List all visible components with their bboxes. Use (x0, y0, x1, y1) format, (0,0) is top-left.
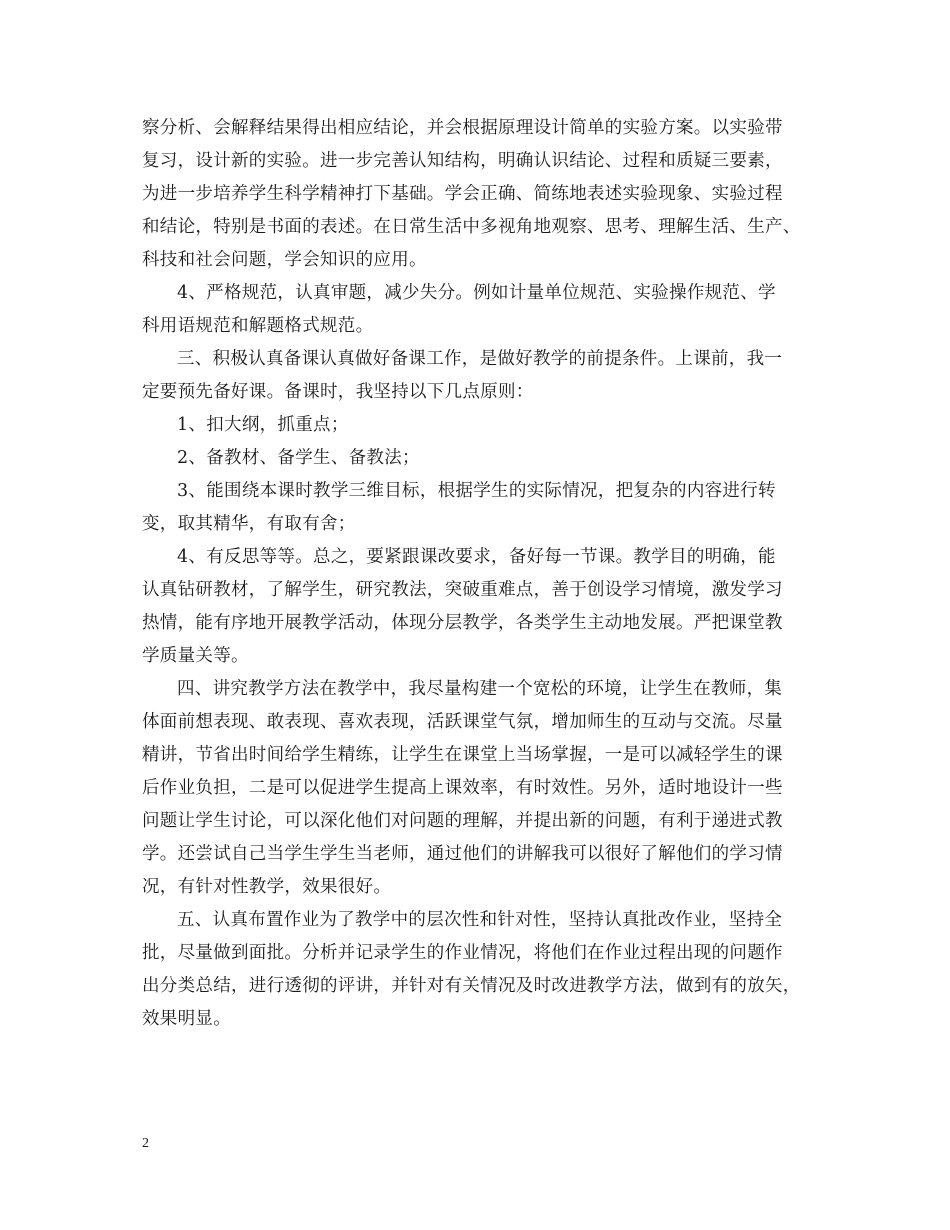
text-line: 和结论，特别是书面的表述。在日常生活中多视角地观察、思考、理解生活、生产、 (142, 217, 801, 237)
text-line: 效果明显。 (142, 1009, 231, 1029)
text-line: 批，尽量做到面批。分析并记录学生的作业情况，将他们在作业过程出现的问题作 (142, 943, 783, 963)
text-line: 科技和社会问题，学会知识的应用。 (142, 250, 427, 270)
text-line: 科用语规范和解题格式规范。 (142, 316, 374, 336)
text-line: 问题让学生讨论，可以深化他们对问题的理解，并提出新的问题，有利于递进式教 (142, 811, 783, 831)
text-line: 五、认真布置作业为了教学中的层次性和针对性，坚持认真批改作业，坚持全 (177, 910, 783, 930)
text-line: 学。还尝试自己当学生学生当老师，通过他们的讲解我可以很好了解他们的学习情 (142, 844, 783, 864)
text-line: 4、严格规范，认真审题，减少失分。例如计量单位规范、实验操作规范、学 (177, 283, 776, 303)
text-line: 复习，设计新的实验。进一步完善认知结构，明确认识结论、过程和质疑三要素， (142, 151, 783, 171)
text-line: 后作业负担，二是可以促进学生提高上课效率，有时效性。另外，适时地设计一些 (142, 778, 783, 798)
text-line: 精讲，节省出时间给学生精练，让学生在课堂上当场掌握，一是可以减轻学生的课 (142, 745, 783, 765)
text-line: 热情，能有序地开展教学活动，体现分层教学，各类学生主动地发展。严把课堂教 (142, 613, 783, 633)
text-line: 3、能围绕本课时教学三维目标，根据学生的实际情况，把复杂的内容进行转 (177, 481, 776, 501)
text-line: 况，有针对性教学，效果很好。 (142, 877, 392, 897)
body-text (142, 112, 822, 1036)
text-line: 四、讲究教学方法在教学中，我尽量构建一个宽松的环境，让学生在教师，集 (177, 679, 783, 699)
text-line: 察分析、会解释结果得出相应结论，并会根据原理设计简单的实验方案。以实验带 (142, 118, 783, 138)
text-line: 2、备教材、备学生、备教法； (177, 448, 420, 468)
text-line: 4、有反思等等。总之，要紧跟课改要求，备好每一节课。教学目的明确，能 (177, 547, 776, 567)
text-line: 变，取其精华，有取有舍； (142, 514, 356, 534)
text-line: 体面前想表现、敢表现、喜欢表现，活跃课堂气氛，增加师生的互动与交流。尽量 (142, 712, 783, 732)
text-line: 定要预先备好课。备课时，我坚持以下几点原则： (142, 382, 534, 402)
text-line: 1、扣大纲，抓重点； (177, 415, 349, 435)
text-line: 出分类总结，进行透彻的评讲，并针对有关情况及时改进教学方法，做到有的放矢， (142, 976, 801, 996)
text-line: 学质量关等。 (142, 646, 249, 666)
text-line: 认真钻研教材，了解学生，研究教法，突破重难点，善于创设学习情境，激发学习 (142, 580, 783, 600)
text-line: 三、积极认真备课认真做好备课工作，是做好教学的前提条件。上课前，我一 (177, 349, 783, 369)
text-line: 为进一步培养学生科学精神打下基础。学会正确、简练地表述实验现象、实验过程 (142, 184, 783, 204)
page-number: 2 (142, 1136, 149, 1151)
